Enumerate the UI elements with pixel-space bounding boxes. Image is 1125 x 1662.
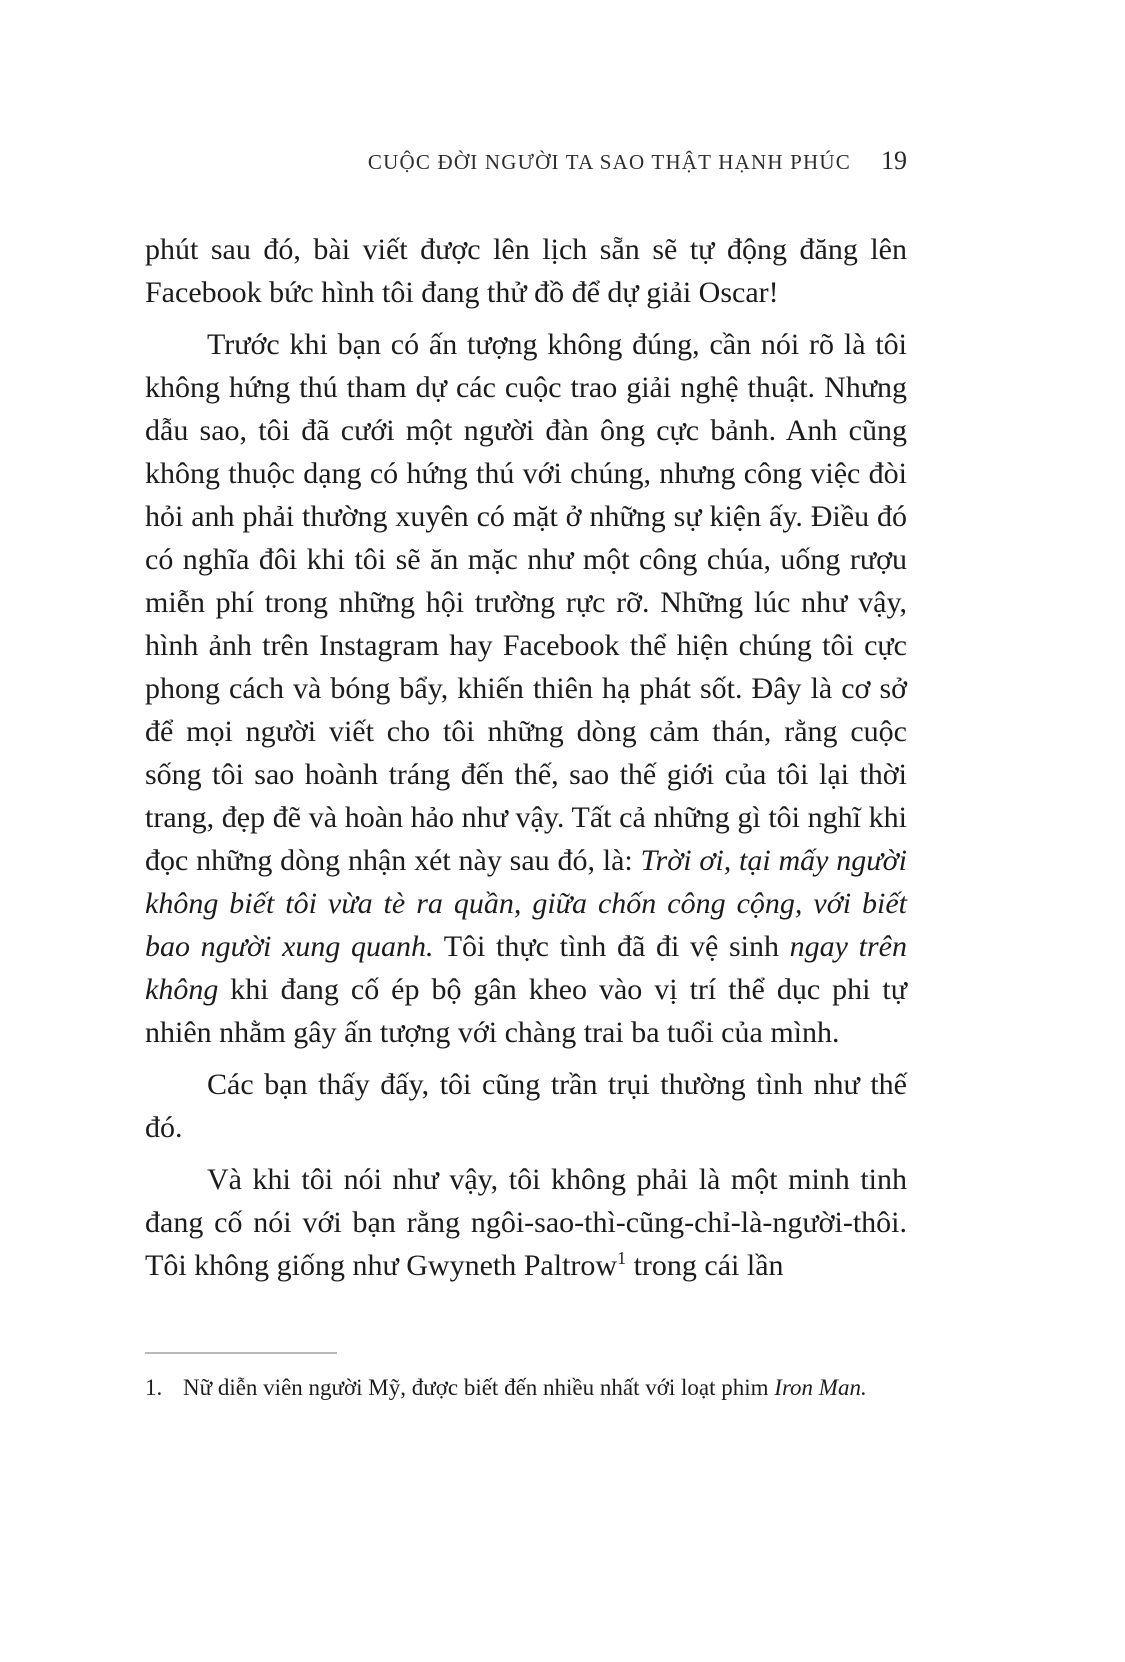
paragraph-3 bbox=[145, 1063, 907, 1149]
paragraph-4-text-end: trong cái lần bbox=[626, 1249, 784, 1282]
footnote bbox=[145, 1372, 907, 1403]
paragraph-2-text: Trước khi bạn có ấn tượng không đúng, cần nói rõ là tôi không hứng thú tham dự các cuộc trao giải nghệ thuật. Nhưng dẫu sao, tôi đã cưới một người đàn ông cực bảnh. Anh cũng không thuộc dạng có hứng thú với chúng, nhưng công việc đòi hỏi anh phải thường xuyên có mặt ở những sự kiện ấy. Điều đó có nghĩa đôi khi tôi sẽ ăn mặc như một công chúa, uống rượu miễn phí trong những hội trường rực rỡ. Những lúc như vậy, hình ảnh trên Instagram hay Facebook thể hiện chúng tôi cực phong cách và bóng bẩy, khiến thiên hạ phát sốt. Đây là cơ sở để mọi người viết cho tôi những dòng cảm thán, rằng cuộc sống tôi sao hoành tráng đến thế, sao thế giới của tôi lại thời trang, đẹp đẽ và hoàn hảo như vậy. Tất cả những gì tôi nghĩ khi đọc những dòng nhận xét này sau đó, là: bbox=[145, 328, 907, 877]
paragraph-4 bbox=[145, 1158, 907, 1287]
paragraph-2-italic-phrase: ngay trên không bbox=[145, 930, 907, 1006]
footnote-text-italic: Iron Man. bbox=[774, 1375, 867, 1400]
footnote-text-run: Nữ diễn viên người Mỹ, được biết đến nhiều nhất với loạt phim bbox=[183, 1375, 775, 1400]
footnote-number: 1. bbox=[145, 1375, 163, 1400]
running-head-title: CUỘC ĐỜI NGƯỜI TA SAO THẬT HẠNH PHÚC bbox=[367, 150, 851, 174]
paragraph-1 bbox=[145, 228, 907, 314]
page-number: 19 bbox=[881, 146, 907, 175]
paragraph-4-text: Và khi tôi nói như vậy, tôi không phải là một minh tinh đang cố nói với bạn rằng ngôi-sao-thì-cũng-chỉ-là-người-thôi. Tôi không giống như Gwyneth Paltrow bbox=[145, 1163, 907, 1282]
footnote-reference-marker: 1 bbox=[617, 1248, 627, 1268]
paragraph-1-text: phút sau đó, bài viết được lên lịch sẵn sẽ tự động đăng lên Facebook bức hình tôi đang thử đồ để dự giải Oscar! bbox=[145, 233, 907, 309]
paragraph-2-text-cont: Tôi thực tình đã đi vệ sinh bbox=[433, 930, 790, 963]
paragraph-2-text-end: khi đang cố ép bộ gân kheo vào vị trí thể dục phi tự nhiên nhằm gây ấn tượng với chàng trai ba tuổi của mình. bbox=[145, 973, 907, 1049]
page-header bbox=[145, 146, 907, 176]
paragraph-2 bbox=[145, 323, 907, 1054]
body-text-block bbox=[145, 228, 907, 1296]
paragraph-3-text: Các bạn thấy đấy, tôi cũng trần trụi thường tình như thế đó. bbox=[145, 1068, 907, 1144]
footnote-text bbox=[183, 1372, 907, 1403]
paragraph-2-italic-quote: Trời ơi, tại mấy người không biết tôi vừa tè ra quần, giữa chốn công cộng, với biết bao người xung quanh. bbox=[145, 844, 907, 963]
footnote-divider bbox=[145, 1352, 337, 1354]
